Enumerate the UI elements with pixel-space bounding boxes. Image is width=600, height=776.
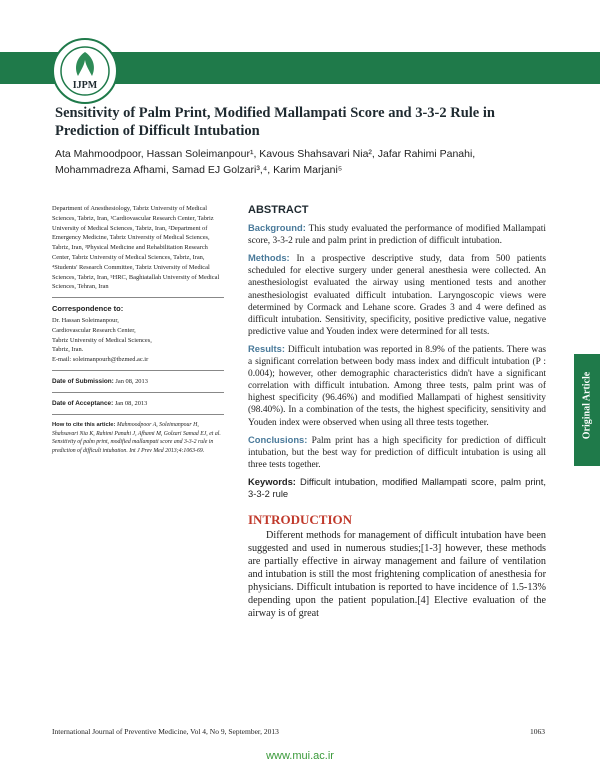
article-title: Sensitivity of Palm Print, Modified Mallampati Score and 3-3-2 Rule in Prediction of Difficult Intubation <box>55 105 495 139</box>
submission-label: Date of Submission: <box>52 377 114 385</box>
page-number: 1063 <box>530 727 545 736</box>
site-url[interactable]: www.ijpm.ir <box>496 114 542 124</box>
keywords-label: Keywords: <box>248 475 296 487</box>
abstract-results <box>248 343 546 429</box>
journal-logo <box>52 38 118 104</box>
abstract-conclusions <box>248 434 546 471</box>
keywords-text: Difficult intubation, modified Mallampati score, palm print, 3-3-2 rule <box>248 475 546 499</box>
divider <box>52 370 224 371</box>
correspondence-email[interactable]: E-mail: soleimanpourh@tbzmed.ac.ir <box>52 356 149 364</box>
acceptance-label: Date of Acceptance: <box>52 399 114 407</box>
authors-line-2: Mohammadreza Afhami, Samad EJ Golzari³,⁴, Karim Marjani⁵ <box>55 164 343 176</box>
background-label: Background: <box>248 222 306 234</box>
acceptance-date <box>52 399 224 409</box>
article-sidebar <box>52 204 224 455</box>
correspondence-city: Tabriz, Iran. <box>52 346 84 354</box>
footer-url[interactable]: www.mui.ac.ir <box>266 750 334 762</box>
abstract-keywords <box>248 476 546 500</box>
divider <box>52 297 224 298</box>
cite-text: Mahmoodpoor A, Soleimanpour H, Shahsavari Nia K, Rahimi Panahi J, Afhami M, Golzari Samad EJ, et al. Sensitivity of palm print, modified mallampati score and 3-3-2 rule in prediction of difficult intubation. Int J Prev Med 2013;4:1063-69. <box>52 421 221 454</box>
acceptance-value: Jan 08, 2013 <box>114 399 148 407</box>
article-type-tab <box>574 354 600 466</box>
abstract-column <box>248 204 546 626</box>
divider <box>52 414 224 415</box>
logo-emblem-icon <box>54 40 116 102</box>
divider <box>52 392 224 393</box>
logo-text: IJPM <box>72 80 98 91</box>
affiliations: Department of Anesthesiology, Tabriz University of Medical Sciences, Tabriz, Iran, ¹Cardiovascular Research Center, Tabriz University of Medical Sciences, Tabriz, Iran, ²Department of Emergency Medicine, Tabriz University of Medical Sciences, Tabriz, Iran, ³Physical Medicine and Rehabilitation Research Center, Tabriz University of Medical Sciences, Tabriz, Iran, ⁴Students' Research Committee, Tabriz University of Medical Sciences, Tabriz, Iran, ⁵HRC, Baghiatallah University of Medical Sciences, Tehran, Iran <box>52 205 220 291</box>
correspondence-name: Dr. Hassan Soleimanpour, <box>52 316 119 324</box>
author-list <box>55 146 525 178</box>
correspondence-title: Correspondence to: <box>52 304 124 314</box>
methods-text: In a prospective descriptive study, data from 500 patients scheduled for elective surgery under general anesthesia were collected. An anesthesiologist evaluated the airway using mentioned tests and another anesthesiologist evaluated difficult intubation. Laryngoscopic views were determined by Cormack and Lehane score. Grades 3 and 4 were defined as difficult intubation. Sensitivity, specificity, positive predictive value, negative predictive value and Youden index were determined for all tests. <box>248 254 546 337</box>
conclusions-label: Conclusions: <box>248 433 308 445</box>
article-type-label: Original Article <box>581 371 593 440</box>
results-text: Difficult intubation was reported in 8.9% of the patients. There was a significant correlation between body mass index and difficult intubation (P : 0.004); however, other demographic characteristics didn't have a significant correlation with difficult intubation. Among three tests, palm print was of highest specificity (96.46%) and modified Mallampati of highest sensitivity (98.40%). In a combination of the tests, the highest specificity, sensitivity and Youden index were observed when using all three tests together. <box>248 344 547 428</box>
authors-line-1: Ata Mahmoodpoor, Hassan Soleimanpour¹, Kavous Shahsavari Nia², Jafar Rahimi Panahi, <box>55 148 476 160</box>
submission-date <box>52 377 224 387</box>
conclusions-text: Palm print has a high specificity for prediction of difficult intubation, but the best way for prediction of difficult intubation is using all three tests together. <box>248 435 546 470</box>
correspondence-univ: Tabriz University of Medical Sciences, <box>52 336 152 344</box>
background-text: This study evaluated the performance of modified Mallampati score, 3-3-2 rule and palm print in prediction of difficult intubation. <box>248 224 546 247</box>
footer-journal: International Journal of Preventive Medicine, Vol 4, No 9, September, 2013 <box>52 727 279 736</box>
correspondence-dept: Cardiovascular Research Center, <box>52 326 136 334</box>
abstract-heading: ABSTRACT <box>248 204 309 216</box>
submission-value: Jan 08, 2013 <box>115 377 148 385</box>
results-label: Results: <box>248 342 285 354</box>
methods-label: Methods: <box>248 252 290 264</box>
cite-label: How to cite this article: <box>52 421 116 428</box>
introduction-heading: INTRODUCTION <box>248 512 353 528</box>
abstract-methods <box>248 252 546 338</box>
citation <box>52 421 224 455</box>
introduction-text: Different methods for management of difficult intubation have been suggested and used in numerous studies;[1-3] however, these methods are partially effective in airway management and failure of ventilation and intubation is still the most frightening complication of anesthesia for physicians. Difficult intubation is reported to have incidence of 1.5-13% depending upon the patient population.[4] Elective evaluation of the airway is of great <box>248 530 546 619</box>
abstract-background <box>248 222 546 247</box>
